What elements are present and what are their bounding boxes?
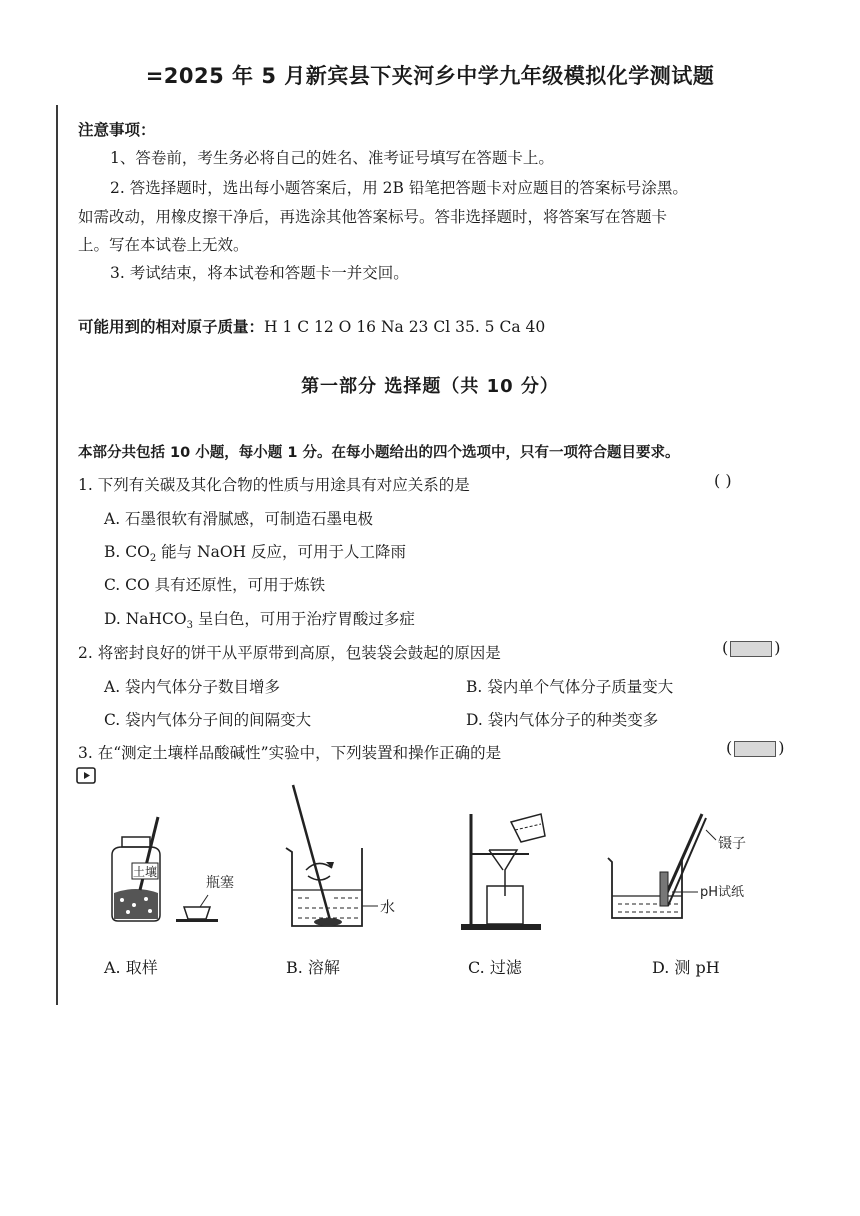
soil-label: 土壤 bbox=[133, 865, 158, 879]
page-title: =2025 年 5 月新宾县下夹河乡中学九年级模拟化学测试题 bbox=[145, 64, 715, 88]
figure-label-b: B. 溶解 bbox=[286, 958, 340, 977]
q3-stem: 3. 在“测定土壤样品酸碱性”实验中，下列装置和操作正确的是 bbox=[78, 744, 502, 762]
q2-option-c: C. 袋内气体分子间的间隔变大 bbox=[104, 711, 312, 729]
q2-paren-close: ) bbox=[774, 638, 781, 657]
atomic-mass-label: 可能用到的相对原子质量： bbox=[78, 318, 265, 336]
soil-pile bbox=[114, 889, 158, 919]
stopper-label: 瓶塞 bbox=[206, 875, 234, 891]
bottle-stopper bbox=[184, 907, 210, 919]
beaker bbox=[286, 848, 362, 926]
notice-item-2-line-1: 2. 答选择题时，选出每小题答案后，用 2B 铅笔把答题卡对应题目的答案标号涂黑。 bbox=[110, 179, 688, 197]
figure-b-dissolving bbox=[278, 780, 428, 940]
q1-option-a: A. 石墨很软有滑腻感，可制造石墨电极 bbox=[104, 510, 374, 528]
q2-paren-open: ( bbox=[722, 638, 729, 657]
section-instruction: 本部分共包括 10 小题，每小题 1 分。在每小题给出的四个选项中，只有一项符合题目要求。 bbox=[78, 445, 680, 461]
q2-option-a: A. 袋内气体分子数目增多 bbox=[104, 678, 281, 696]
tweezers-label: 镊子 bbox=[718, 836, 746, 852]
q1-option-b-pre: B. CO bbox=[104, 543, 150, 561]
q1-option-d bbox=[104, 607, 415, 631]
ph-beaker bbox=[608, 858, 682, 918]
figure-label-d: D. 测 pH bbox=[652, 958, 720, 977]
q1-option-d-pre: D. NaHCO bbox=[104, 610, 187, 628]
q1-answer-paren: ( ) bbox=[714, 471, 732, 490]
margin-rule bbox=[56, 105, 58, 1005]
q1-option-d-post: 呈白色，可用于治疗胃酸过多症 bbox=[193, 610, 415, 628]
q1-option-b bbox=[104, 540, 406, 564]
q1-option-b-post: 能与 NaOH 反应，可用于人工降雨 bbox=[156, 543, 406, 561]
q1-stem: 1. 下列有关碳及其化合物的性质与用途具有对应关系的是 bbox=[78, 476, 470, 494]
figure-d-measure-ph bbox=[602, 800, 772, 930]
q3-paren-open: ( bbox=[726, 738, 733, 757]
video-play-icon[interactable] bbox=[76, 766, 96, 784]
ph-paper-label: pH试纸 bbox=[700, 885, 745, 900]
q1-option-c: C. CO 具有还原性，可用于炼铁 bbox=[104, 576, 326, 594]
figure-c-filtration bbox=[455, 800, 575, 940]
section-title: 第一部分 选择题（共 10 分） bbox=[301, 376, 559, 397]
atomic-mass-values: H 1 C 12 O 16 Na 23 Cl 35. 5 Ca 40 bbox=[264, 318, 546, 336]
notice-heading: 注意事项： bbox=[78, 121, 156, 139]
jar-neck bbox=[122, 837, 150, 847]
figure-label-a: A. 取样 bbox=[104, 958, 158, 977]
pouring-beaker bbox=[511, 814, 545, 842]
q2-answer-paren bbox=[722, 638, 781, 657]
figure-label-c: C. 过滤 bbox=[468, 958, 522, 977]
q1-option-d-sub: 3 bbox=[186, 620, 193, 632]
water-label: 水 bbox=[380, 898, 396, 916]
figure-a-sampling bbox=[100, 815, 240, 935]
q2-option-d: D. 袋内气体分子的种类变多 bbox=[466, 711, 659, 729]
notice-item-2-line-3: 上。写在本试卷上无效。 bbox=[78, 236, 249, 254]
q3-answer-paren bbox=[726, 738, 785, 757]
ph-paper bbox=[660, 872, 668, 906]
q2-answer-box[interactable] bbox=[730, 641, 772, 657]
q1-option-b-sub: 2 bbox=[149, 553, 157, 565]
notice-item-3: 3. 考试结束，将本试卷和答题卡一并交回。 bbox=[110, 264, 409, 282]
q3-answer-box[interactable] bbox=[734, 741, 776, 757]
q2-stem: 2. 将密封良好的饼干从平原带到高原，包装袋会鼓起的原因是 bbox=[78, 644, 501, 662]
notice-item-1: 1、答卷前，考生务必将自己的姓名、准考证号填写在答题卡上。 bbox=[110, 149, 554, 167]
notice-item-2-line-2: 如需改动，用橡皮擦干净后，再选涂其他答案标号。答非选择题时，将答案写在答题卡 bbox=[78, 208, 668, 226]
glass-rod bbox=[293, 785, 330, 920]
q2-option-b: B. 袋内单个气体分子质量变大 bbox=[466, 678, 674, 696]
atomic-mass-line bbox=[78, 315, 545, 337]
q3-paren-close: ) bbox=[778, 738, 785, 757]
